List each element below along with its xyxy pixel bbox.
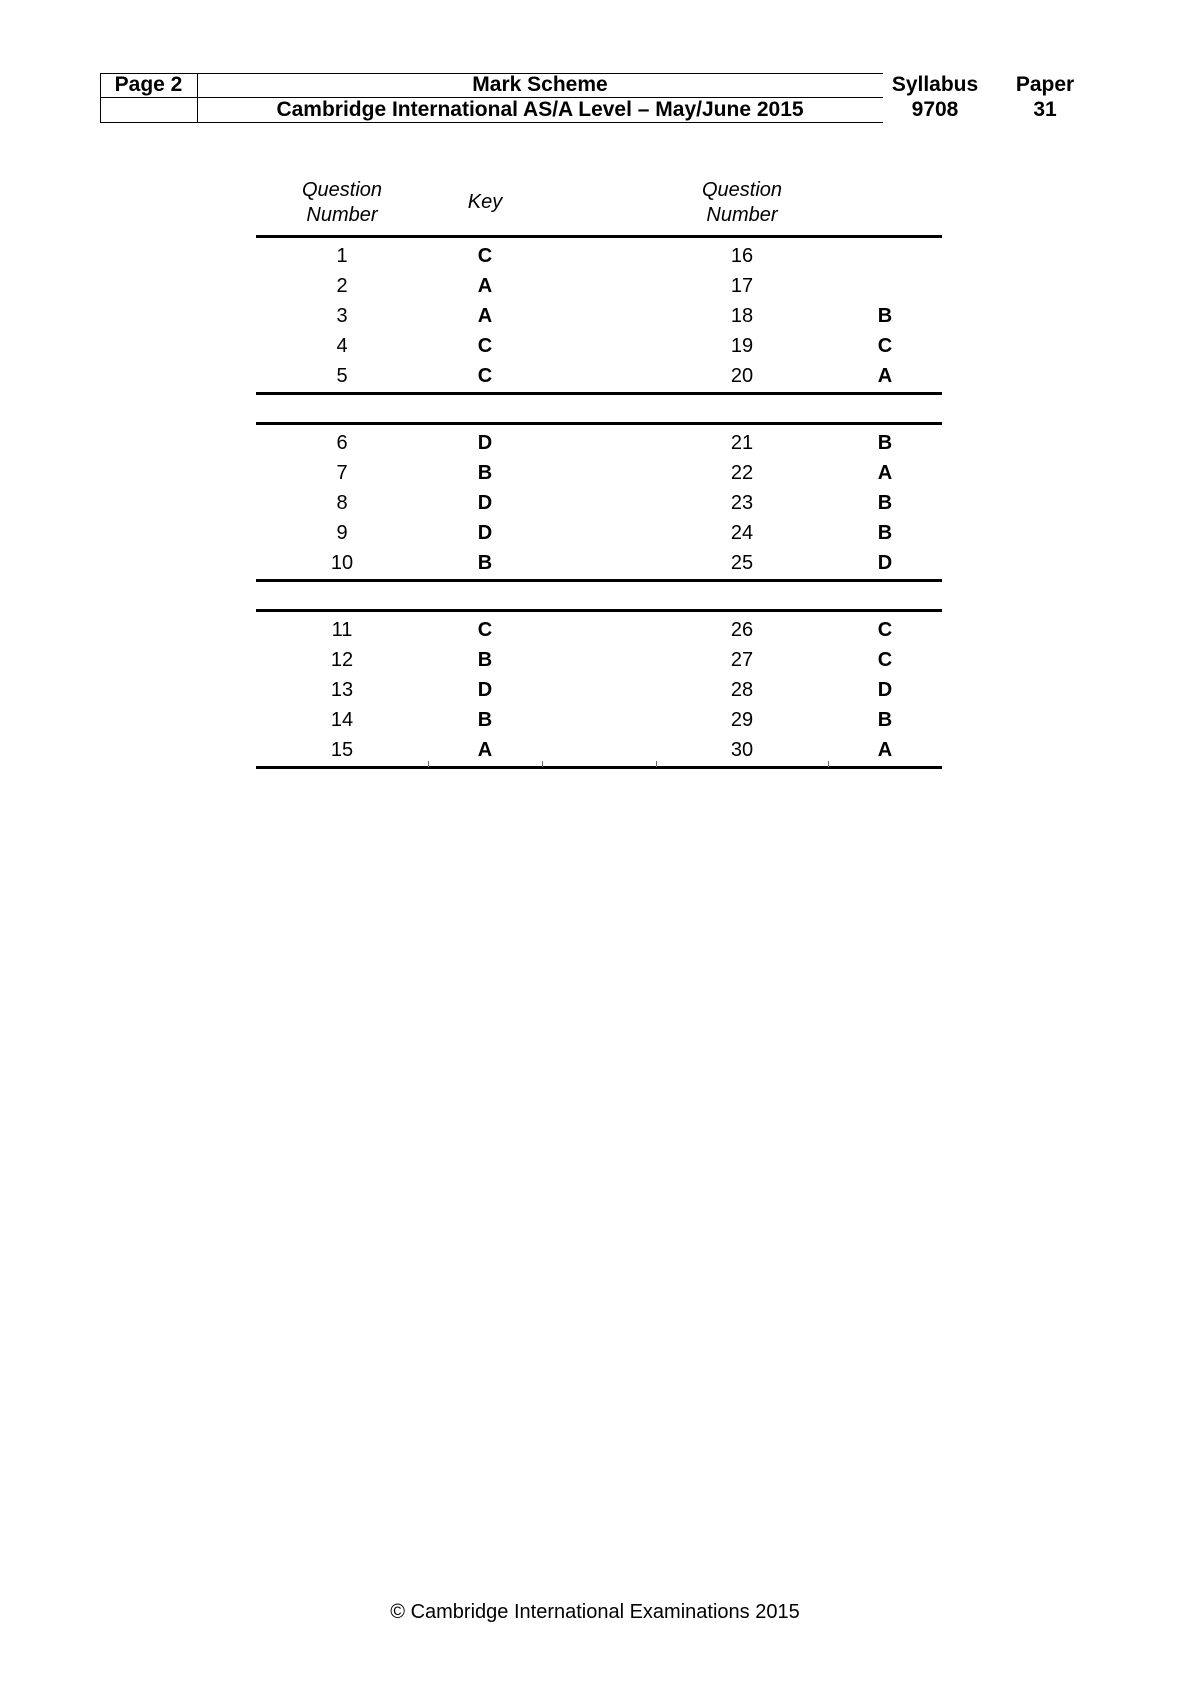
question-number-cell: 5 (336, 365, 348, 387)
question-number-cell: 18 (730, 305, 754, 327)
key-cell: A (877, 739, 893, 761)
page-number: Page 2 (114, 73, 183, 96)
key-cell: B (477, 649, 493, 671)
question-number-cell: 2 (336, 275, 348, 297)
question-number-cell: 19 (730, 335, 754, 357)
question-number-cell: 25 (730, 552, 754, 574)
key-cell: B (877, 305, 893, 327)
question-number-cell: 13 (330, 679, 354, 701)
header-question-number-1 (256, 170, 428, 235)
document-title: Mark Scheme (472, 73, 608, 96)
answer-group (256, 612, 942, 766)
key-cell: C (877, 335, 893, 357)
key-cell: B (877, 522, 893, 544)
table-row (256, 675, 942, 705)
table-row (256, 735, 942, 765)
syllabus-value: 9708 (911, 98, 959, 121)
answer-key-table (256, 170, 942, 769)
question-number-cell: 27 (730, 649, 754, 671)
column-tick (428, 761, 429, 767)
question-number-cell: 24 (730, 522, 754, 544)
question-number-cell: 7 (336, 462, 348, 484)
key-cell: A (477, 305, 493, 327)
document-subtitle: Cambridge International AS/A Level – May/June 2015 (276, 98, 804, 121)
paper-label: Paper (1015, 73, 1075, 96)
question-number-cell: 12 (330, 649, 354, 671)
header-question-text: Question (701, 178, 783, 201)
key-cell: D (477, 432, 493, 454)
table-body (256, 238, 942, 769)
table-row (256, 241, 942, 271)
question-number-cell: 20 (730, 365, 754, 387)
key-cell: A (477, 275, 493, 297)
question-number-cell: 22 (730, 462, 754, 484)
key-cell: B (877, 709, 893, 731)
question-number-cell: 11 (331, 619, 353, 641)
header-key-1 (428, 170, 542, 235)
column-tick (656, 761, 657, 767)
question-number-cell: 8 (336, 492, 348, 514)
key-cell: B (477, 709, 493, 731)
key-cell: C (477, 365, 493, 387)
key-cell: C (477, 619, 493, 641)
question-number-cell: 28 (730, 679, 754, 701)
key-cell: C (877, 619, 893, 641)
answer-group (256, 425, 942, 579)
question-number-cell: 6 (336, 432, 348, 454)
header-question-number-2 (656, 170, 828, 235)
key-cell: D (877, 552, 893, 574)
table-row (256, 301, 942, 331)
column-tick (542, 761, 543, 767)
question-number-cell: 16 (730, 245, 754, 267)
question-number-cell: 23 (730, 492, 754, 514)
key-cell: B (877, 432, 893, 454)
column-tick (828, 761, 829, 767)
key-cell: D (477, 492, 493, 514)
table-row (256, 428, 942, 458)
syllabus-label: Syllabus (891, 73, 979, 96)
key-cell: A (877, 462, 893, 484)
group-gap (256, 582, 942, 609)
table-row (256, 645, 942, 675)
key-cell: C (477, 245, 493, 267)
header-number-text: Number (706, 203, 778, 226)
copyright-footer: © Cambridge International Examinations 2015 (390, 1601, 800, 1623)
table-row (256, 458, 942, 488)
question-number-cell: 17 (730, 275, 754, 297)
key-cell (828, 241, 942, 271)
key-cell: B (477, 462, 493, 484)
question-number-cell: 10 (330, 552, 354, 574)
table-row (256, 331, 942, 361)
key-cell: D (477, 522, 493, 544)
header-number-text: Number (306, 203, 378, 226)
header-page-divider (100, 97, 197, 98)
question-number-cell: 21 (730, 432, 754, 454)
key-cell: A (877, 365, 893, 387)
key-cell: C (877, 649, 893, 671)
paper-value: 31 (1033, 98, 1057, 121)
question-number-cell: 29 (730, 709, 754, 731)
answer-group (256, 238, 942, 392)
table-row (256, 518, 942, 548)
key-cell: C (477, 335, 493, 357)
header-question-text: Question (301, 178, 383, 201)
table-header (256, 170, 942, 235)
key-cell: B (477, 552, 493, 574)
table-row (256, 488, 942, 518)
table-row (256, 548, 942, 578)
table-row (256, 615, 942, 645)
question-number-cell: 4 (336, 335, 348, 357)
table-row (256, 361, 942, 391)
header-key-text: Key (467, 191, 503, 213)
question-number-cell: 1 (336, 245, 348, 267)
key-cell (828, 271, 942, 301)
group-gap (256, 395, 942, 422)
question-number-cell: 26 (730, 619, 754, 641)
table-row (256, 271, 942, 301)
column-ticks (256, 763, 942, 767)
key-cell: D (877, 679, 893, 701)
table-row (256, 705, 942, 735)
question-number-cell: 9 (336, 522, 348, 544)
question-number-cell: 30 (730, 739, 754, 761)
question-number-cell: 14 (330, 709, 354, 731)
question-number-cell: 3 (336, 305, 348, 327)
question-number-cell: 15 (330, 739, 354, 761)
key-cell: A (477, 739, 493, 761)
key-cell: D (477, 679, 493, 701)
key-cell: B (877, 492, 893, 514)
